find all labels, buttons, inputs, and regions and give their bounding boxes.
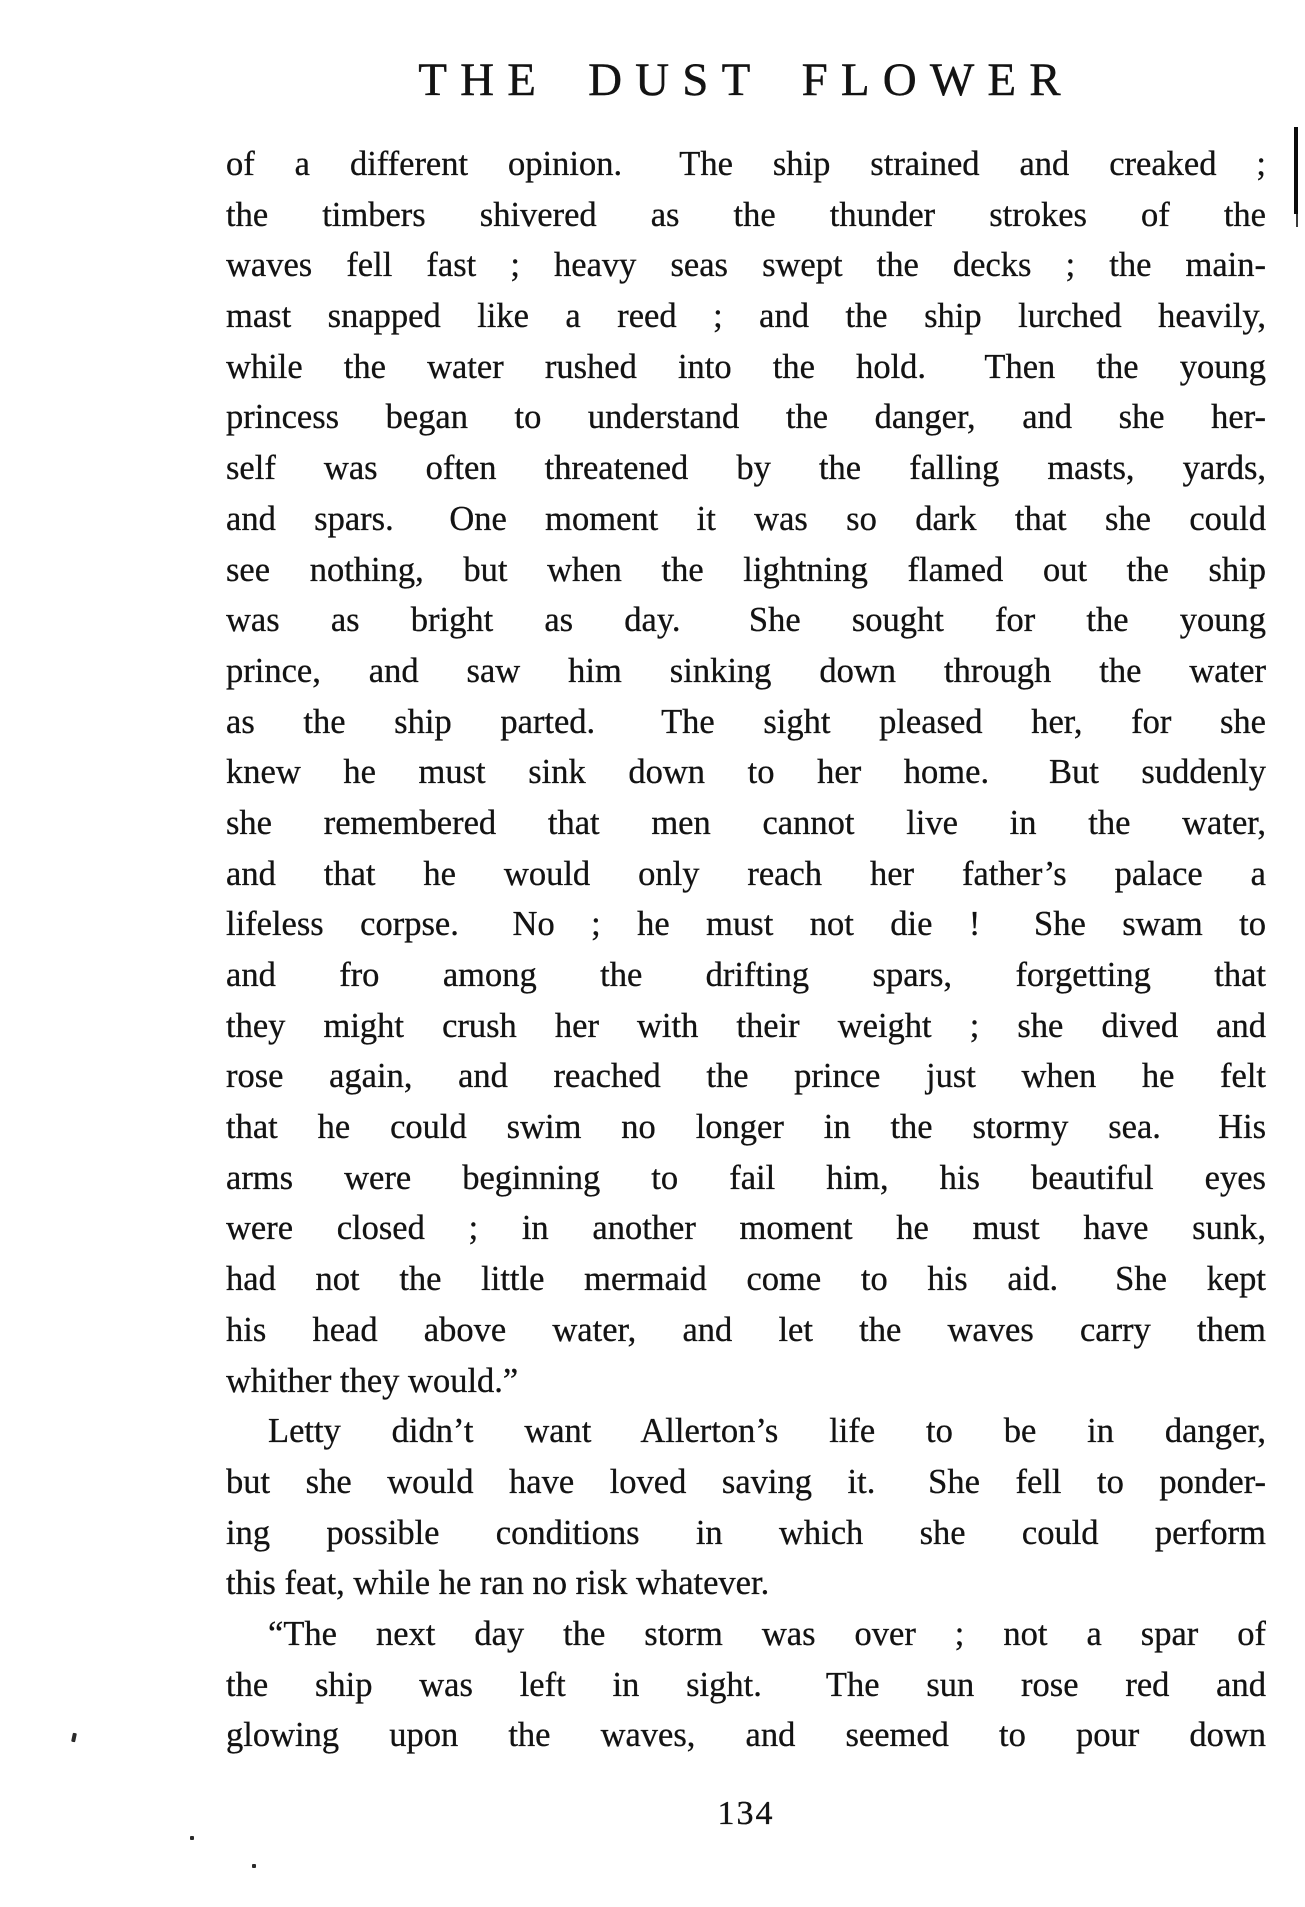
text-line: this feat, while he ran no risk whatever. (226, 1564, 770, 1603)
text-line: “The next day the storm was over ; not a spar of (268, 1614, 1266, 1653)
text-line: princess began to understand the danger, and she her- (226, 398, 1266, 437)
scan-artifact-line (1294, 127, 1298, 214)
text-line: was as bright as day. She sought for the young (226, 601, 1266, 640)
running-title: THE DUST FLOWER (418, 54, 1074, 106)
page-number: 134 (717, 1795, 775, 1832)
ink-speck (252, 1864, 256, 1868)
text-line: while the water rushed into the hold. Then the young (226, 347, 1266, 386)
text-line: glowing upon the waves, and seemed to pour down (226, 1716, 1266, 1755)
text-line: waves fell fast ; heavy seas swept the decks ; the main- (226, 246, 1266, 285)
text-line: that he could swim no longer in the stormy sea. His (226, 1108, 1266, 1147)
text-line: the timbers shivered as the thunder strokes of the (226, 195, 1266, 234)
text-line: arms were beginning to fail him, his beautiful eyes (226, 1158, 1266, 1197)
text-line: but she would have loved saving it. She fell to ponder- (226, 1462, 1266, 1501)
text-line: rose again, and reached the prince just when he felt (226, 1057, 1266, 1096)
text-line: they might crush her with their weight ; she dived and (226, 1006, 1266, 1045)
text-line: as the ship parted. The sight pleased her, for she (226, 702, 1266, 741)
text-line: his head above water, and let the waves carry them (226, 1310, 1266, 1349)
body-text (226, 139, 1266, 1761)
text-line: and fro among the drifting spars, forgetting that (226, 956, 1266, 994)
text-line: were closed ; in another moment he must have sunk, (226, 1209, 1266, 1248)
text-line: and that he would only reach her father’s palace a (226, 854, 1266, 893)
text-line: Letty didn’t want Allerton’s life to be in danger, (268, 1412, 1266, 1451)
ink-speck (71, 1733, 77, 1743)
text-line: whither they would.” (226, 1361, 519, 1400)
text-line: lifeless corpse. No ; he must not die ! She swam to (226, 905, 1266, 944)
scan-artifact-tail (1296, 214, 1298, 227)
text-line: she remembered that men cannot live in the water, (226, 803, 1266, 842)
text-line: ing possible conditions in which she could perform (226, 1513, 1266, 1552)
text-line: see nothing, but when the lightning flamed out the ship (226, 550, 1266, 589)
text-line: prince, and saw him sinking down through the water (226, 651, 1266, 690)
text-line: the ship was left in sight. The sun rose red and (226, 1665, 1266, 1704)
text-line: self was often threatened by the falling masts, yards, (226, 449, 1266, 488)
text-line: of a different opinion. The ship strained and creaked ; (226, 145, 1266, 183)
text-line: had not the little mermaid come to his aid. She kept (226, 1260, 1266, 1299)
text-line: knew he must sink down to her home. But suddenly (226, 753, 1266, 792)
text-line: and spars. One moment it was so dark that she could (226, 499, 1266, 538)
text-line: mast snapped like a reed ; and the ship lurched heavily, (226, 297, 1266, 336)
ink-speck (190, 1836, 194, 1840)
